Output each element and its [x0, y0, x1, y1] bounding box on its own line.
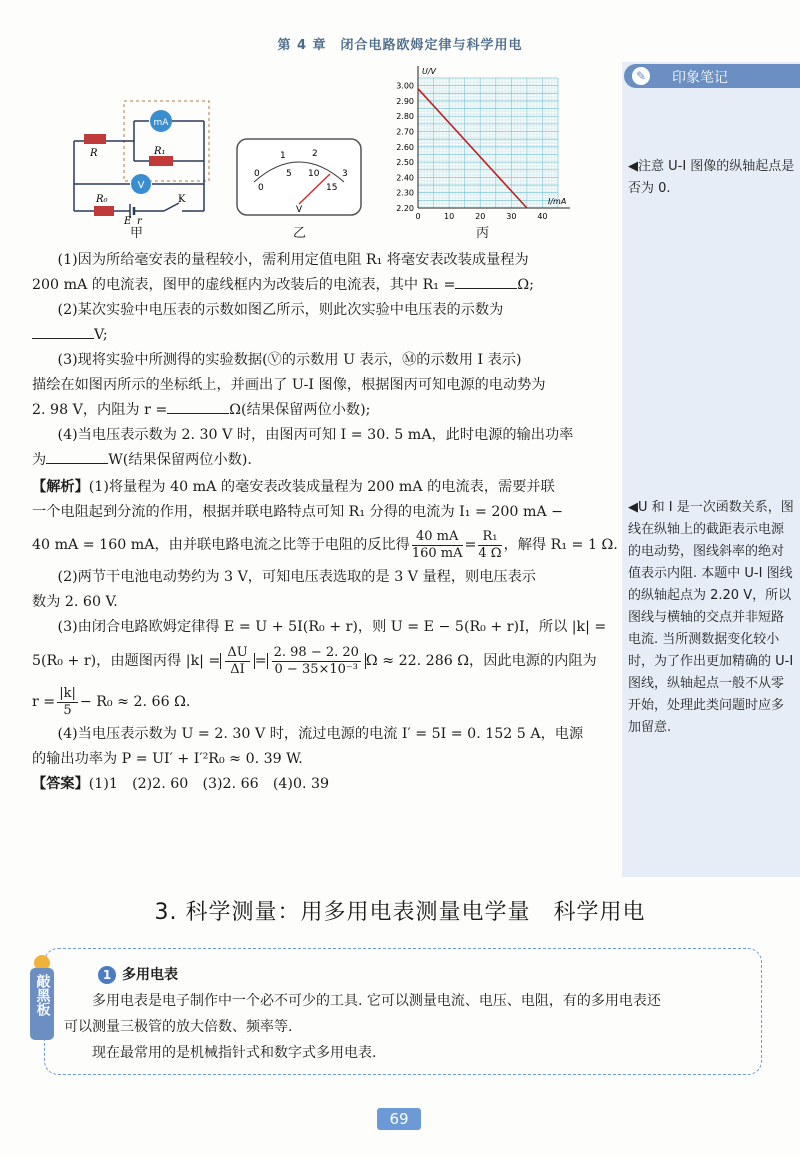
analysis-line3: 40 mA = 160 mA，由并联电路电流之比等于电阻的反比得 $\frac{40 mA}{160 mA}$ = $\frac{\text{R₁}}{4 \Omega}$ ，解得 R₁ = 1 Ω. — [32, 528, 618, 561]
q3-line3: 2. 98 V，内阻为 r = Ω(结果保留两位小数); — [32, 398, 620, 423]
analysis-line10: 的输出功率为 P = UI′ + I′²R₀ ≈ 0. 39 W. — [32, 751, 303, 767]
x-tick-label: 20 — [475, 212, 486, 221]
meter-top-0: 0 — [254, 169, 260, 179]
label-K: K — [178, 194, 186, 205]
sidebar-note-1: ◀注意 U-I 图像的纵轴起点是否为 0. — [628, 159, 795, 196]
answer-line: 【答案】(1)1 (2)2. 60 (3)2. 66 (4)0. 39 — [32, 776, 330, 792]
q3-line1: (3)现将实验中所测得的实验数据(Ⓥ的示数用 U 表示，Ⓜ的示数用 I 表示) — [57, 352, 522, 368]
knowledge-p1: 多用电表是电子制作中一个必不可少的工具. 它可以测量电流、电压、电阻，有的多用电表还 — [92, 993, 661, 1009]
knowledge-p2: 现在最常用的是机械指针式和数字式多用电表. — [92, 1045, 377, 1061]
fig-label-yi: 乙 — [293, 226, 307, 241]
circuit-diagram — [64, 96, 224, 226]
fig-label-jia: 甲 — [130, 226, 144, 241]
notes-tab — [624, 64, 800, 88]
page-number: 69 — [377, 1108, 421, 1130]
label-R0: R₀ — [96, 194, 108, 205]
q1-blank — [455, 274, 517, 289]
label-E: E — [124, 216, 132, 226]
q2-blank — [32, 324, 94, 339]
x-tick-label: 0 — [415, 212, 421, 221]
label-R1: R₁ — [154, 146, 166, 157]
x-axis-label: I/mA — [548, 197, 567, 206]
meter-bot-2: 10 — [308, 169, 320, 179]
q3-line2: 描绘在如图丙所示的坐标纸上，并画出了 U-I 图像，根据图丙可知电源的电动势为 — [32, 377, 546, 393]
meter-bot-1: 5 — [286, 169, 292, 179]
notes-tab-label: 印象笔记 — [672, 70, 728, 86]
question-block — [32, 248, 620, 797]
y-axis-label: U/V — [422, 67, 437, 76]
y-tick-label: 2.20 — [396, 204, 414, 213]
svg-text:V: V — [137, 180, 145, 191]
q1-line2: 200 mA 的电流表，图甲的虚线框内为改装后的电流表，其中 R₁ = Ω; — [32, 273, 620, 298]
fig-label-bing: 丙 — [476, 226, 490, 241]
elephant-icon: ✎ — [632, 67, 650, 85]
number-badge: 1 — [98, 966, 116, 984]
x-tick-label: 40 — [537, 212, 548, 221]
y-tick-label: 2.60 — [396, 142, 414, 152]
x-tick-label: 10 — [444, 212, 455, 221]
knowledge-p1b: 可以测量三极管的放大倍数、频率等. — [64, 1019, 293, 1035]
q1-line1: (1)因为所给毫安表的量程较小，需利用定值电阻 R₁ 将毫安表改装成量程为 — [57, 252, 529, 268]
analysis-line6: (3)由闭合电路欧姆定律得 E = U + 5I(R₀ + r)，则 U = E − 5(R₀ + r)I，所以 |k| = — [57, 619, 607, 635]
meter-bot-0: 0 — [258, 183, 264, 193]
meter-top-3: 3 — [342, 169, 348, 179]
q2-line1: (2)某次实验中电压表的示数如图乙所示，则此次实验中电压表的示数为 — [57, 302, 504, 318]
y-tick-label: 2.80 — [396, 112, 414, 122]
knowledge-badge: 敲黑板 — [30, 968, 54, 1040]
meter-unit: V — [296, 205, 303, 215]
meter-bot-3: 15 — [326, 183, 338, 193]
label-R: R — [90, 148, 98, 159]
page-header: 第 4 章 闭合电路欧姆定律与科学用电 — [277, 38, 523, 53]
analysis-line9: (4)当电压表示数为 U = 2. 30 V 时，流过电源的电流 I′ = 5I = 0. 152 5 A，电源 — [57, 726, 584, 742]
y-tick-label: 2.50 — [396, 158, 414, 168]
knowledge-text — [64, 988, 754, 1066]
q4-line1: (4)当电压表示数为 2. 30 V 时，由图丙可知 I = 30. 5 mA，此时电源的输出功率 — [57, 427, 574, 443]
voltmeter-dial — [236, 138, 362, 216]
section-title: 3. 科学测量：用多用电表测量电学量 科学用电 — [154, 900, 646, 925]
analysis-line5: 数为 2. 60 V. — [32, 594, 118, 610]
q3-blank — [167, 399, 229, 414]
q2-line2: V; — [32, 323, 620, 348]
x-tick-label: 30 — [506, 212, 517, 221]
y-tick-label: 2.70 — [396, 127, 414, 137]
analysis-line7: 5(R₀ + r)，由题图丙得 |k| = $\frac{\Delta U}{\Delta I}$ = $\frac{2. 98 - 2. 20}{\text{0 − 35×10⁻³}}$ Ω ≈ 22. 286 Ω，因此电源的内阻为 — [32, 644, 597, 677]
meter-top-1: 1 — [280, 151, 286, 161]
ui-graph — [382, 58, 582, 228]
analysis-line4: (2)两节干电池电动势约为 3 V，可知电压表选取的是 3 V 量程，则电压表示 — [57, 569, 536, 585]
y-tick-label: 2.90 — [396, 96, 414, 106]
sidebar-note-2: ◀U 和 I 是一次函数关系，图线在纵轴上的截距表示电源的电动势，图线斜率的绝对值表示内阻. 本题中 U-I 图线的纵轴起点为 2.20 V，所以图线与横轴的交点并非短路电流. 当所测数据变化较小时，为了作出更加精确的 U-I 图线，纵轴起点一般不从零开始，处理此类问题时应多加留意. — [628, 500, 794, 735]
analysis-line8: r = $\frac{|k|}{5}$ − R₀ ≈ 2. 66 Ω. — [32, 685, 191, 718]
q4-line2: 为 W(结果保留两位小数). — [32, 448, 620, 473]
knowledge-title: 1 多用电表 — [98, 964, 178, 984]
analysis-line2: 一个电阻起到分流的作用，根据并联电路特点可知 R₁ 分得的电流为 I₁ = 200 mA − — [32, 504, 564, 520]
q4-blank — [46, 449, 108, 464]
resistor-R0 — [94, 206, 114, 216]
resistor-R1 — [149, 156, 173, 166]
meter-top-2: 2 — [312, 149, 318, 159]
y-tick-label: 3.00 — [396, 81, 414, 91]
analysis-line1: 【解析】(1)将量程为 40 mA 的毫安表改装成量程为 200 mA 的电流表，需要并联 — [32, 479, 555, 495]
y-tick-label: 2.30 — [396, 188, 414, 198]
svg-text:mA: mA — [153, 118, 169, 128]
label-r: r — [137, 216, 142, 226]
y-tick-label: 2.40 — [396, 173, 414, 183]
resistor-R — [84, 134, 106, 144]
